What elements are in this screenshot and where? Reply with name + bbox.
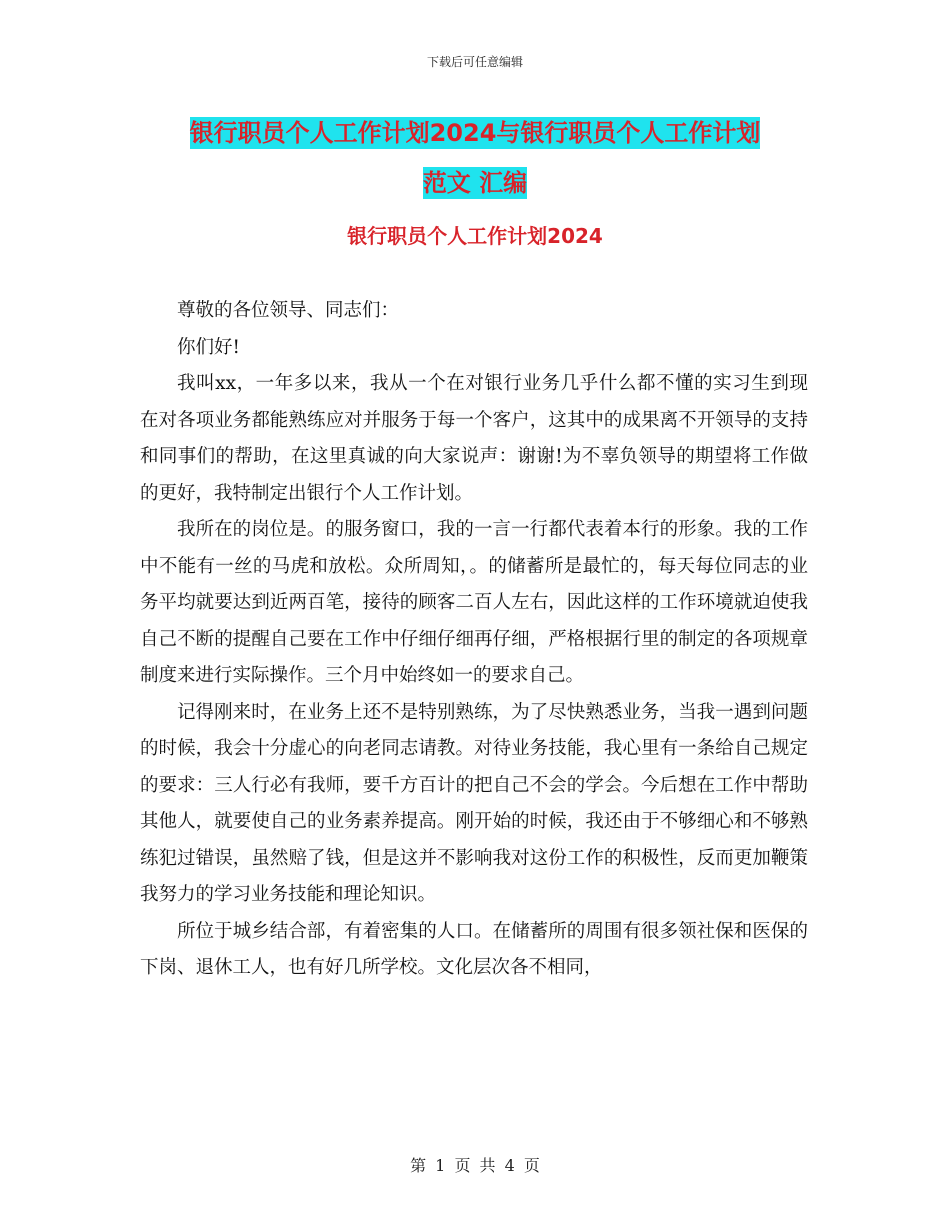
section-title: 银行职员个人工作计划2024 bbox=[347, 224, 603, 248]
page-header-note: 下载后可任意编辑 bbox=[426, 55, 523, 69]
body-paragraph: 所位于城乡结合部，有着密集的人口。在储蓄所的周围有很多领社保和医保的下岗、退休工人，也有好几所学校。文化层次各不相同， bbox=[140, 920, 808, 978]
document-title-line-1: 银行职员个人工作计划2024与银行职员个人工作计划 bbox=[189, 119, 761, 147]
salutation: 尊敬的各位领导、同志们： bbox=[177, 300, 400, 321]
document-title-line-2: 范文 汇编 bbox=[422, 169, 528, 197]
greeting: 你们好! bbox=[177, 336, 240, 358]
document-body bbox=[140, 293, 808, 987]
body-paragraph: 我叫xx，一年多以来，我从一个在对银行业务几乎什么都不懂的实习生到现在对各项业务都能熟练应对并服务于每一个客户，这其中的成果离不开领导的支持和同事们的帮助，在这里真诚的向大家说声：谢谢!为不辜负领导的期望将工作做的更好，我特制定出银行个人工作计划。 bbox=[140, 373, 808, 504]
body-paragraph: 我所在的岗位是。的服务窗口，我的一言一行都代表着本行的形象。我的工作中不能有一丝的马虎和放松。众所周知，。的储蓄所是最忙的，每天每位同志的业务平均就要达到近两百笔，接待的顾客二百人左右，因此这样的工作环境就迫使我自己不断的提醒自己要在工作中仔细仔细再仔细，严格根据行里的制定的各项规章制度来进行实际操作。三个月中始终如一的要求自己。 bbox=[140, 519, 808, 686]
document-title bbox=[140, 108, 810, 208]
body-paragraph: 记得刚来时，在业务上还不是特别熟练，为了尽快熟悉业务，当我一遇到问题的时候，我会十分虚心的向老同志请教。对待业务技能，我心里有一条给自己规定的要求：三人行必有我师，要千方百计的把自己不会的学会。今后想在工作中帮助其他人，就要使自己的业务素养提高。刚开始的时候，我还由于不够细心和不够熟练犯过错误，虽然赔了钱，但是这并不影响我对这份工作的积极性，反而更加鞭策我努力的学习业务技能和理论知识。 bbox=[140, 701, 808, 905]
page-number-footer: 第 1 页 共 4 页 bbox=[410, 1156, 540, 1175]
